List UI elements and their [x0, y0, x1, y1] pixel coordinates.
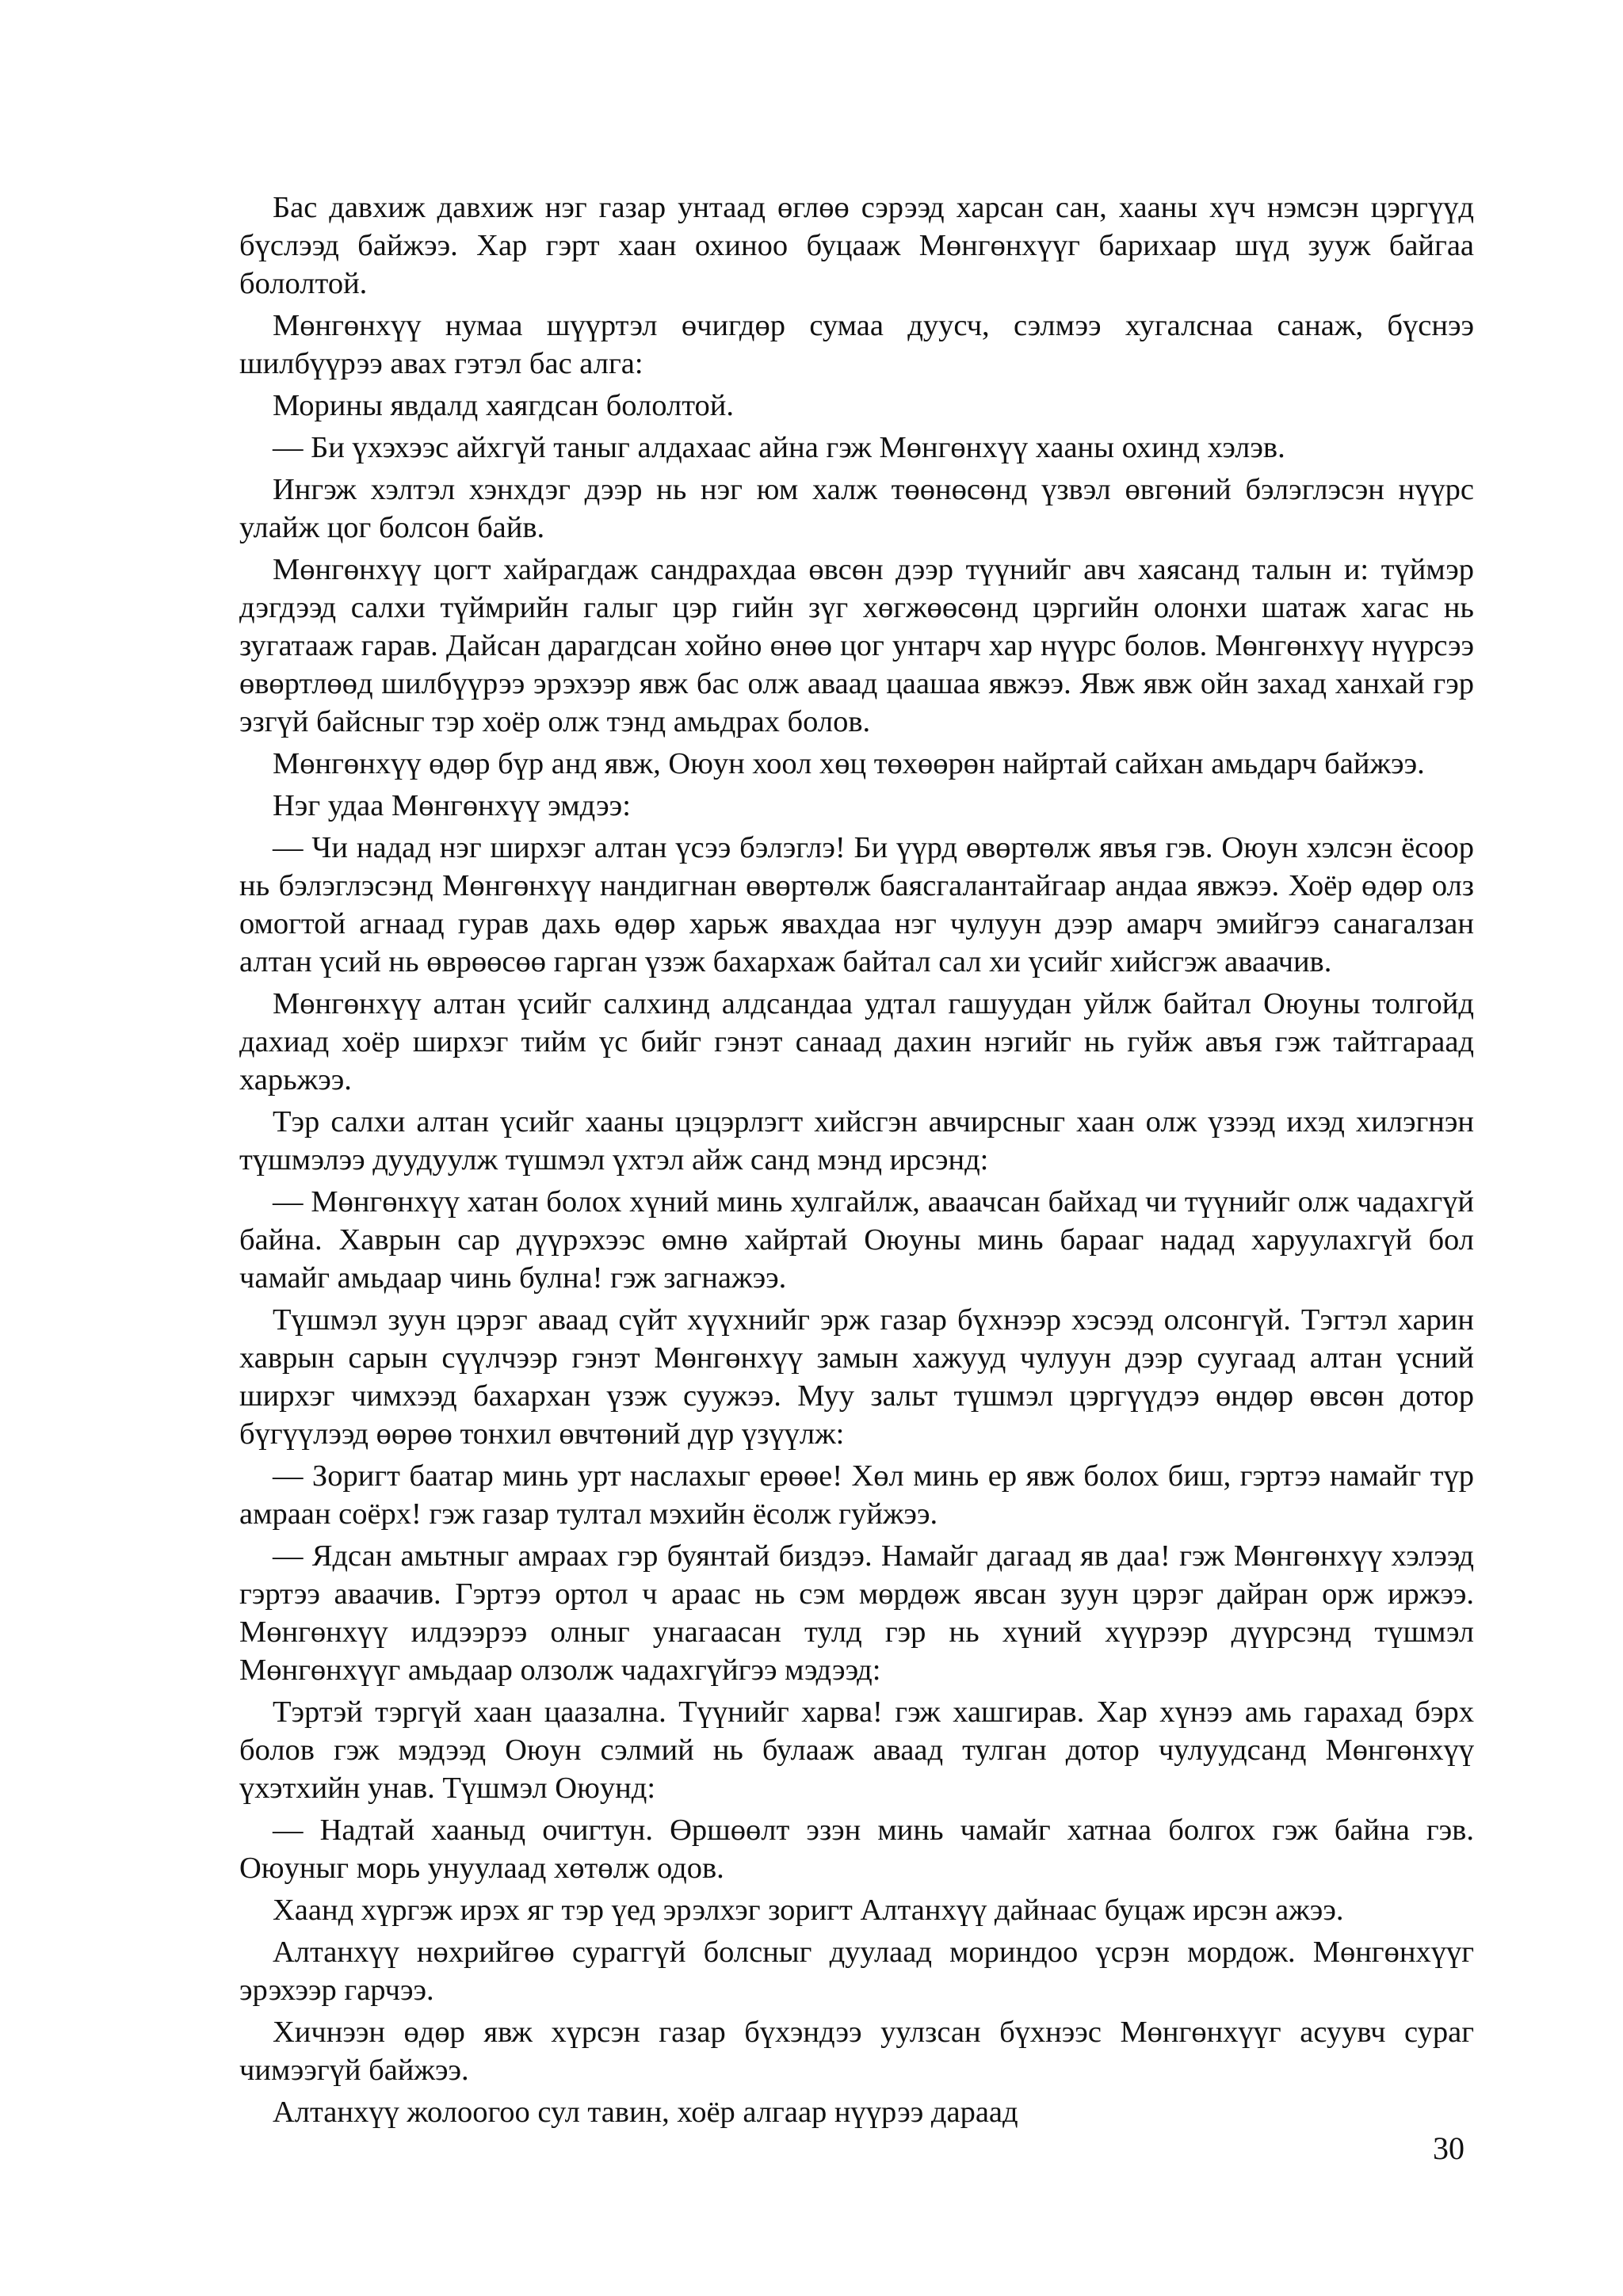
- paragraph: Бас давхиж давхиж нэг газар унтаад өглөө сэрээд харсан сан, хааны хүч нэмсэн цэргүүд бүслээд байжээ. Хар гэрт хаан охиноо буцааж Мөнгөнхүүг барихаар шүд зууж байгаа бололтой.: [239, 191, 1474, 300]
- paragraph: Алтанхүү жолоогоо сул тавин, хоёр алгаар нүүрээ дараад: [273, 2096, 1018, 2129]
- paragraph: Мөнгөнхүү өдөр бүр анд явж, Оюун хоол хөц төхөөрөн найртай сайхан амьдарч байжээ.: [273, 747, 1425, 780]
- body-text: [239, 189, 1474, 2135]
- paragraph: Алтанхүү нөхрийгөө сураггүй болсныг дуулаад мориндоо үсрэн мордож. Мөнгөнхүүг эрэхээр гарчээ.: [239, 1936, 1474, 2007]
- paragraph: Морины явдалд хаягдсан бололтой.: [273, 389, 735, 422]
- paragraph: Тэртэй тэргүй хаан цаазална. Түүнийг харва! гэж хашгирав. Хар хүнээ амь гарахад бэрх болов гэж мэдээд Оюун сэлмий нь булааж аваад тулган дотор чулуудсанд Мөнгөнхүү үхэтхийн унав. Түшмэл Оюунд:: [239, 1695, 1474, 1805]
- paragraph: — Зоригт баатар минь урт наслахыг ерөөе! Хөл минь ер явж болох биш, гэртээ намайг түр амраан соёрх! гэж газар тултал мэхийн ёсолж гуйжээ.: [239, 1459, 1474, 1531]
- paragraph: — Надтай хааныд очигтун. Өршөөлт эзэн минь чамайг хатнаа болгох гэж байна гэв. Оюуныг морь унуулаад хөтөлж одов.: [239, 1814, 1474, 1885]
- paragraph: Мөнгөнхүү нумаа шүүртэл өчигдөр сумаа дуусч, сэлмээ хугалснаа санаж, бүснээ шилбүүрээ авах гэтэл бас алга:: [239, 309, 1474, 380]
- paragraph: Тэр салхи алтан үсийг хааны цэцэрлэгт хийсгэн авчирсныг хаан олж үзээд ихэд хилэгнэн түшмэлээ дуудуулж түшмэл үхтэл айж санд мэнд ирсэнд:: [239, 1105, 1474, 1177]
- paragraph: — Чи надад нэг ширхэг алтан үсээ бэлэглэ! Би үүрд өвөртөлж явъя гэв. Оюун хэлсэн ёсоор нь бэлэглэсэнд Мөнгөнхүү нандигнан өвөртөлж баясгалантайгаар андаа явжээ. Хоёр өдөр олз омогтой агнаад гурав дахь өдөр харьж явахдаа нэг чулуун дээр амарч эмийгээ санагалзан алтан үсий нь өврөөсөө гарган үзэж бахархаж байтал сал хи үсийг хийсгэж аваачив.: [239, 831, 1474, 978]
- paragraph: Мөнгөнхүү цогт хайрагдаж сандрахдаа өвсөн дээр түүнийг авч хаясанд талын и: түймэр дэгдээд салхи түймрийн галыг цэр гийн зүг хөгжөөсөнд цэргийн олонхи шатаж хагас нь зугатааж гарав. Дайсан дарагдсан хойно өнөө цог унтарч хар нүүрс болов. Мөнгөнхүү нүүрсээ өвөртлөөд шилбүүрээ эрэхээр явж бас олж аваад цаашаа явжээ. Явж явж ойн захад ханхай гэр эзгүй байсныг тэр хоёр олж тэнд амьдрах болов.: [239, 553, 1474, 738]
- paragraph: Түшмэл зуун цэрэг аваад сүйт хүүхнийг эрж газар бүхнээр хэсээд олсонгүй. Тэгтэл харин хаврын сарын сүүлчээр гэнэт Мөнгөнхүү замын хажууд чулуун дээр суугаад алтан үсний ширхэг чимхээд бахархан үзэж суужээ. Муу зальт түшмэл цэргүүдээ өндөр өвсөн дотор бүгүүлээд өөрөө тонхил өвчтөний дүр үзүүлж:: [239, 1303, 1474, 1451]
- paragraph: — Би үхэхээс айхгүй таныг алдахаас айна гэж Мөнгөнхүү хааны охинд хэлэв.: [273, 431, 1285, 464]
- paragraph: Ингэж хэлтэл хэнхдэг дээр нь нэг юм халж төөнөсөнд үзвэл өвгөний бэлэглэсэн нүүрс улайж цог болсон байв.: [239, 473, 1474, 544]
- paragraph: — Мөнгөнхүү хатан болох хүний минь хулгайлж, аваачсан байхад чи түүнийг олж чадахгүй байна. Хаврын сар дүүрэхээс өмнө хайртай Оюуны минь барааг надад харуулахгүй бол чамайг амьдаар чинь булна! гэж загнажээ.: [239, 1185, 1474, 1295]
- page-number: 30: [1433, 2130, 1465, 2166]
- paragraph: — Ядсан амьтныг амраах гэр буянтай биздээ. Намайг дагаад яв даа! гэж Мөнгөнхүү хэлээд гэртээ аваачив. Гэртээ ортол ч араас нь сэм мөрдөж явсан зуун цэрэг дайран орж иржээ. Мөнгөнхүү илдээрээ олныг унагаасан тулд гэр нь хүний хүүрээр дүүрсэнд түшмэл Мөнгөнхүүг амьдаар олзолж чадахгүйгээ мэдээд:: [239, 1539, 1474, 1687]
- paragraph: Нэг удаа Мөнгөнхүү эмдээ:: [273, 789, 631, 822]
- paragraph: Хаанд хүргэж ирэх яг тэр үед эрэлхэг зоригт Алтанхүү дайнаас буцаж ирсэн ажээ.: [273, 1894, 1344, 1927]
- paragraph: Мөнгөнхүү алтан үсийг салхинд алдсандаа удтал гашуудан уйлж байтал Оюуны толгойд дахиад хоёр ширхэг тийм үс бийг гэнэт санаад дахин нэгийг нь гуйж авъя гэж тайтгараад харьжээ.: [239, 987, 1474, 1097]
- paragraph: Хичнээн өдөр явж хүрсэн газар бүхэндээ уулзсан бүхнээс Мөнгөнхүүг асуувч сураг чимээгүй байжээ.: [239, 2016, 1474, 2087]
